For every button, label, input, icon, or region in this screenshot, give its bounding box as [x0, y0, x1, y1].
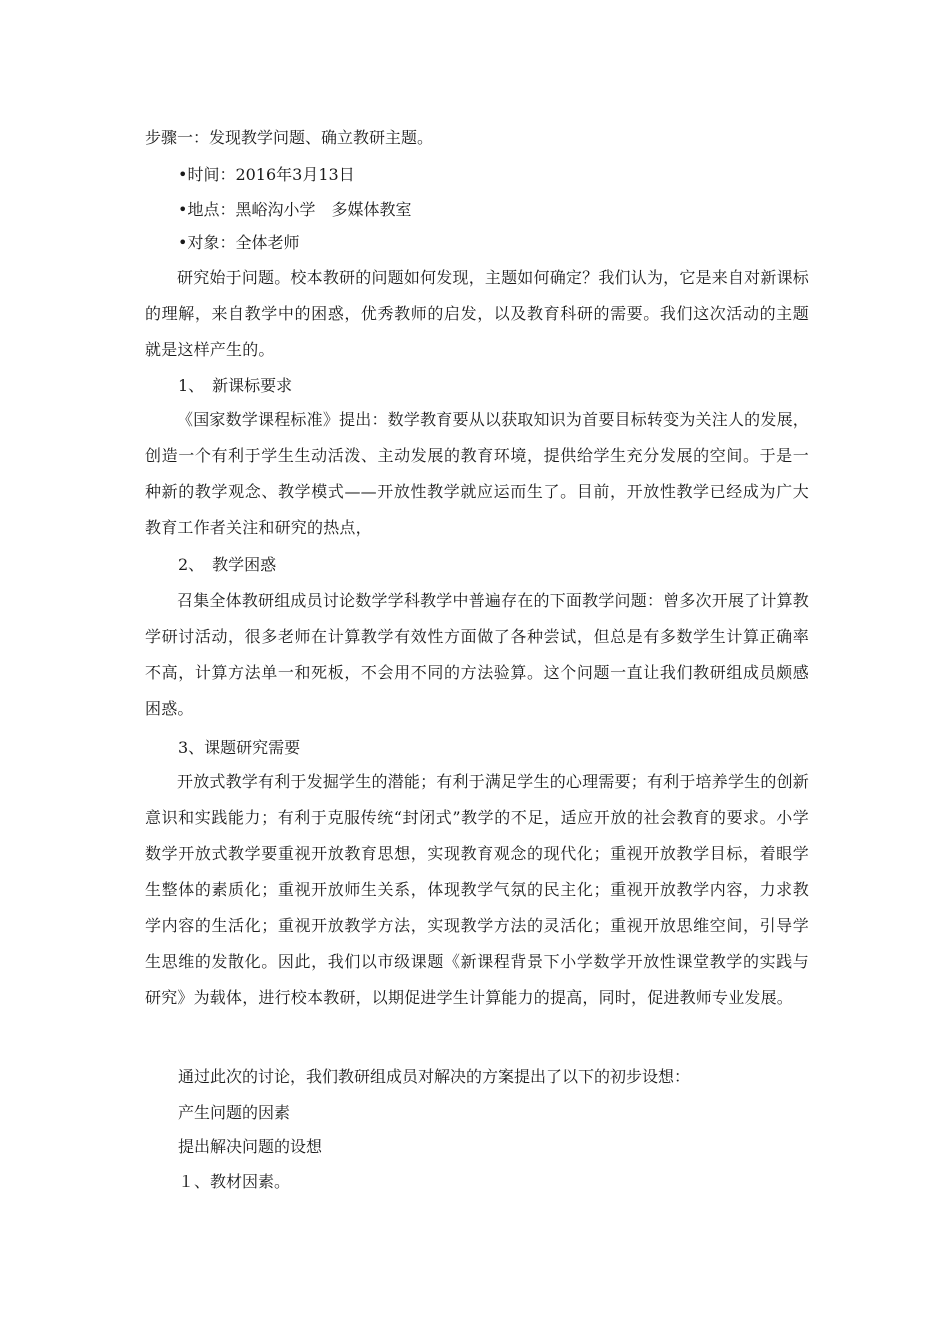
audience-line: •对象：全体老师 [178, 233, 300, 252]
solutions-heading: 提出解决问题的设想 [178, 1137, 323, 1156]
place-line: •地点：黑峪沟小学 多媒体教室 [178, 200, 412, 219]
intro-paragraph: 研究始于问题。校本教研的问题如何发现，主题如何确定？我们认为，它是来自对新课标的理解，来自教学中的困惑，优秀教师的启发，以及教育科研的需要。我们这次活动的主题就是这样产生的。 [145, 268, 809, 359]
section2-paragraph: 召集全体教研组成员讨论数学学科教学中普遍存在的下面教学问题：曾多次开展了计算教学研讨活动，很多老师在计算教学有效性方面做了各种尝试，但总是有多数学生计算正确率不高，计算方法单一和死板，不会用不同的方法验算。这个问题一直让我们教研组成员颇感困惑。 [145, 591, 809, 718]
section2-heading: 2、 教学困惑 [178, 555, 277, 574]
item1-heading: １、教材因素。 [178, 1172, 291, 1191]
discussion-line: 通过此次的讨论，我们教研组成员对解决的方案提出了以下的初步设想： [178, 1067, 691, 1086]
step-heading: 步骤一：发现教学问题、确立教研主题。 [145, 128, 434, 147]
factors-heading: 产生问题的因素 [178, 1103, 291, 1122]
section3-paragraph: 开放式教学有利于发掘学生的潜能；有利于满足学生的心理需要；有利于培养学生的创新意识和实践能力；有利于克服传统“封闭式”教学的不足，适应开放的社会教育的要求。小学数学开放式教学要重视开放教育思想，实现教育观念的现代化；重视开放教学目标，着眼学生整体的素质化；重视开放师生关系，体现教学气氛的民主化；重视开放教学内容，力求教学内容的生活化；重视开放教学方法，实现教学方法的灵活化；重视开放思维空间，引导学生思维的发散化。因此，我们以市级课题《新课程背景下小学数学开放性课堂教学的实践与研究》为载体，进行校本教研，以期促进学生计算能力的提高，同时，促进教师专业发展。 [145, 772, 809, 1007]
section1-paragraph: 《国家数学课程标准》提出：数学教育要从以获取知识为首要目标转变为关注人的发展，创造一个有利于学生生动活泼、主动发展的教育环境，提供给学生充分发展的空间。于是一种新的教学观念、教学模式——开放性教学就应运而生了。目前，开放性教学已经成为广大教育工作者关注和研究的热点， [145, 410, 809, 537]
section3-heading: 3、课题研究需要 [178, 738, 301, 757]
section1-heading: 1、 新课标要求 [178, 376, 293, 395]
time-line: •时间：2016年3月13日 [178, 165, 355, 184]
